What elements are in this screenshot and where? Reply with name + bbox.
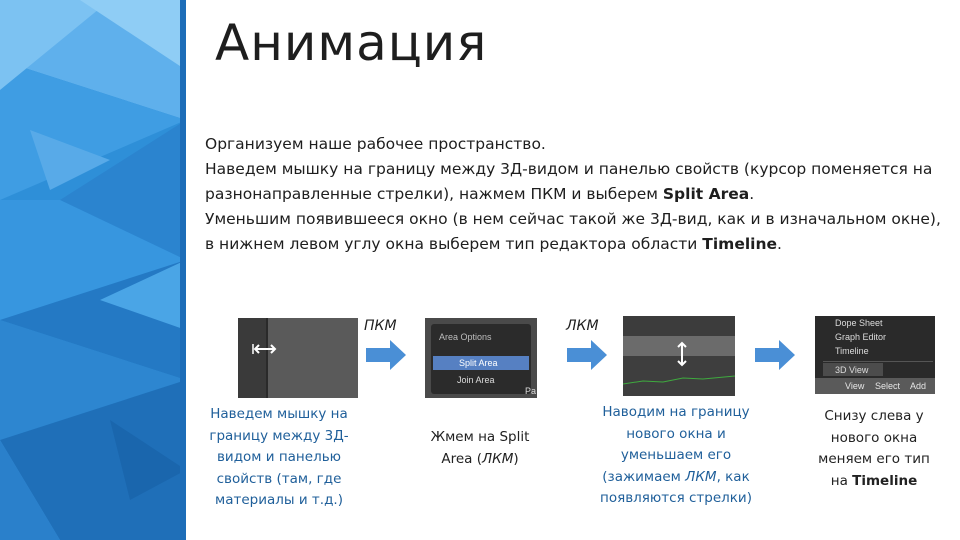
menu-3d-view: 3D View (835, 365, 869, 375)
timeline-term: Timeline (702, 235, 778, 253)
menu-area-options: Area Options (439, 332, 492, 342)
paragraph-3: Уменьшим появившееся окно (в нем сейчас такой же 3Д-вид, как и в изначальном окне), в нижнем левом углу окна выберем тип редактора области Timeline. (205, 210, 941, 253)
screenshot-resize-window (623, 316, 735, 396)
resize-arrows-icon (252, 342, 278, 356)
paragraph-2: Наведем мышку на границу между 3Д-видом и панелью свойств (курсор поменяется на разнонаправленные стрелки), нажмем ПКМ и выберем Split Area. (205, 160, 933, 203)
caption-step-3: Наводим на границу нового окна и уменьшаем его (зажимаем ЛКМ, как появляются стрелки) (600, 404, 752, 506)
caption-step-4: Снизу слева у нового окна меняем его тип на Timeline (818, 408, 930, 489)
header-add: Add (910, 381, 927, 391)
caption-step-1: Наведем мышку на границу между 3Д-видом и панелью свойств (там, где материалы и т.д.) (209, 406, 349, 508)
menu-join-area-label: Join Area (457, 375, 495, 385)
label-lkm: ЛКМ (566, 318, 599, 334)
step-arrow-2-icon (567, 340, 607, 370)
menu-pa-label: Pa (525, 386, 537, 396)
caption-step-2: Жмем на Split Area (ЛКМ) (430, 429, 530, 467)
screenshot-split-border (238, 318, 358, 398)
step-arrow-1-icon (366, 340, 406, 370)
step-arrow-3-icon (755, 340, 795, 370)
screenshot-area-options (425, 318, 537, 398)
split-area-term: Split Area (662, 185, 750, 203)
paragraph-1: Организуем наше рабочее пространство. (205, 135, 546, 153)
menu-graph-editor: Graph Editor (835, 332, 887, 342)
vertical-resize-icon (675, 340, 689, 368)
header-select: Select (875, 381, 901, 391)
decorative-sidebar (0, 0, 186, 540)
label-pkm: ПКМ (364, 318, 397, 334)
header-view: View (845, 381, 865, 391)
screenshot-editor-type (815, 316, 935, 394)
menu-split-area-label: Split Area (459, 358, 498, 368)
slide-title: Анимация (215, 14, 488, 72)
menu-timeline: Timeline (835, 346, 869, 356)
slide-body (205, 132, 945, 257)
menu-dope-sheet: Dope Sheet (835, 318, 883, 328)
